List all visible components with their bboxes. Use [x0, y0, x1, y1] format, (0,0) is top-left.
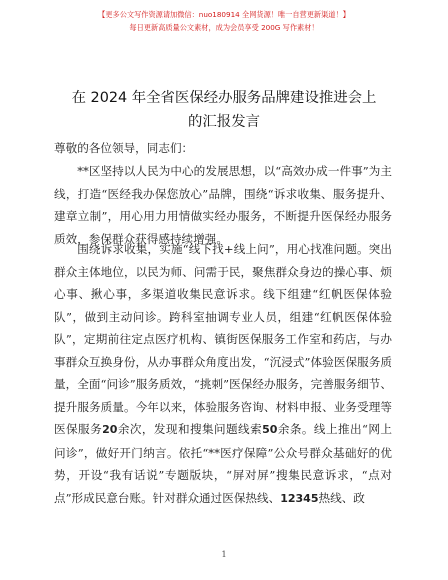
- paragraph-2-text-c: 余条。线上推出“网上问诊”，做好开门纳言。依托“**医疗保障”公众号群众基础好的优势，开设“我有话说”专题版块，“屏对屏”搜集民意诉求，“点对点”形成民意台账。针对群众通过医保热线、: [54, 422, 392, 505]
- paragraph-2-number-c: 12345: [280, 491, 319, 505]
- salutation: 尊敬的各位领导，同志们：: [54, 141, 194, 155]
- banner-line-2: 每日更新高质量公文素材，成为会员享受 200G 写作素材！: [129, 23, 319, 32]
- watermark-banner: [0, 8, 448, 34]
- document-title: [40, 86, 408, 134]
- page-number: 1: [221, 550, 227, 559]
- title-line-2: 的汇报发言: [188, 114, 260, 130]
- title-line-1: 在 2024 年全省医保经办服务品牌建设推进会上: [71, 90, 377, 106]
- paragraph-2-number-a: 20: [102, 423, 118, 436]
- paragraph-2-text-b: 余次，发现和搜集问题线索: [117, 422, 263, 436]
- paragraph-2-text-a: 围绕诉求收集，实施“线下找+线上问”，用心找准问题。突出群众主体地位，以民为师、问需于民，聚焦群众身边的操心事、烦心事、揪心事，多渠道收集民意诉求。线下组建“红帆医保体验队”，做到主动问诊。跨科室抽调专业人员，组建“红帆医保体验队”，定期前往定点医疗机构、镇街医保服务工作室和药店，与办事群众互换身份，从办事群众角度出发，“沉浸式”体验医保服务质量，全面“问诊”服务质效，“挑刺”医保经办服务，完善服务细节、提升服务质量。今年以来，体验服务咨询、材料申报、业务受理等医保服务: [54, 242, 392, 436]
- paragraph-2-text-d: 热线、政: [318, 490, 365, 505]
- paragraph-1: **区坚持以人民为中心的发展思想，以“高效办成一件事”为主线，打造“医经我办保您放心”品牌，围绕“诉求收集、服务提升、建章立制”，用心用力用情做实经办服务，不断提升医保经办服务质效，参保群众获得感持续增强。: [54, 164, 392, 246]
- paragraph-2-number-b: 50: [262, 423, 278, 436]
- paragraph-2: [54, 238, 392, 510]
- banner-line-1: 【更多公文写作资源请加微信：nuo180914 全网货源！唯一自营更新渠道！】: [98, 10, 350, 19]
